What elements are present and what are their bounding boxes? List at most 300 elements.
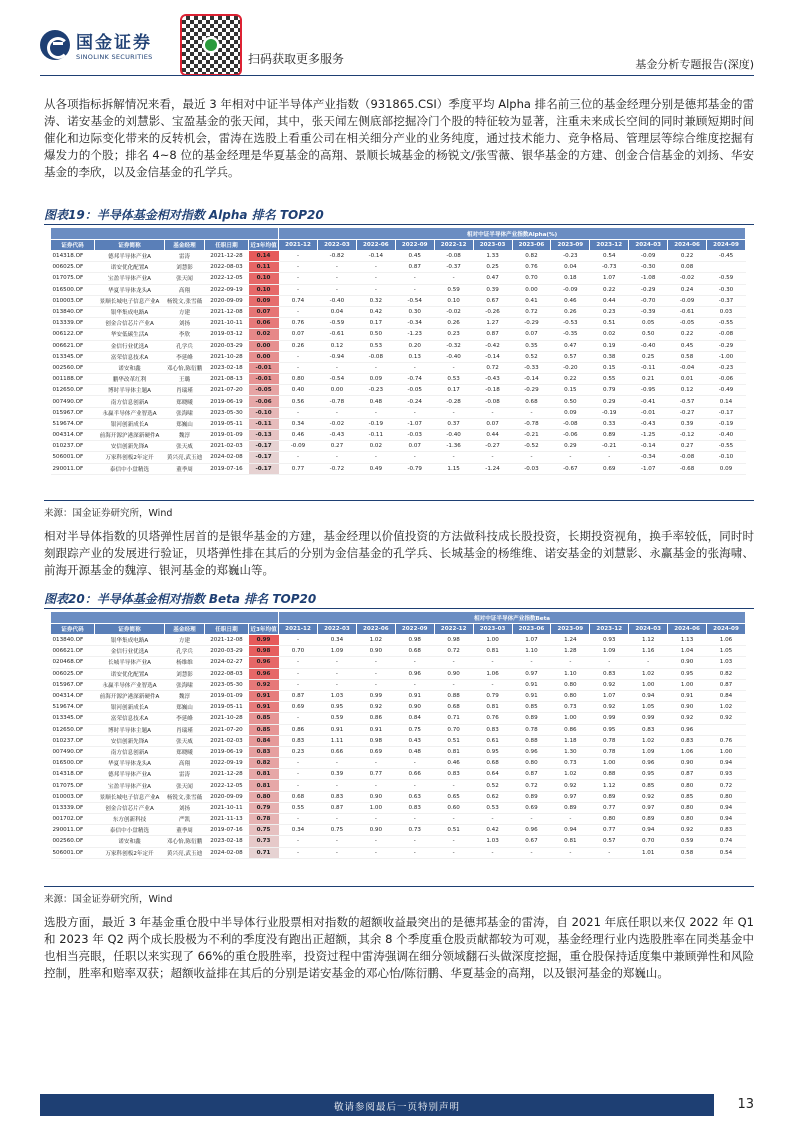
table-cell: -0.05 <box>249 385 279 396</box>
table-cell: 0.49 <box>356 463 395 474</box>
table-cell: - <box>317 836 356 847</box>
table-row <box>51 679 746 690</box>
table-cell: 0.12 <box>317 340 356 351</box>
table-cell: 张海啸 <box>165 407 205 418</box>
table-cell: 0.86 <box>279 724 318 735</box>
table-cell: - <box>395 679 434 690</box>
table-cell: 0.76 <box>512 262 551 273</box>
table-cell: 020468.OF <box>51 657 95 668</box>
table-cell: 0.99 <box>356 690 395 701</box>
table-cell: 银河创新成长A <box>95 702 165 713</box>
table-cell: 2019-01-09 <box>205 690 249 701</box>
table-cell: 0.93 <box>590 635 629 646</box>
table-cell: -0.29 <box>512 318 551 329</box>
table-cell: 1.05 <box>707 646 746 657</box>
table-cell: - <box>279 635 318 646</box>
qr-center-icon <box>205 39 217 51</box>
table-cell: - <box>473 847 512 858</box>
table-cell: -0.17 <box>249 452 279 463</box>
column-header: 2022-06 <box>356 240 395 251</box>
table-cell: 1.00 <box>356 802 395 813</box>
table-cell: 010237.OF <box>51 735 95 746</box>
table-cell: -0.79 <box>395 463 434 474</box>
figure-19-divider <box>44 224 754 225</box>
table-cell: 0.38 <box>590 351 629 362</box>
table-cell: 高翔 <box>165 284 205 295</box>
table-cell: - <box>317 758 356 769</box>
table-cell: 0.91 <box>512 690 551 701</box>
table-cell: -0.01 <box>629 407 668 418</box>
table-cell: 郑晓曦 <box>165 396 205 407</box>
table-cell: 0.50 <box>629 329 668 340</box>
table-cell: 1.02 <box>551 769 590 780</box>
table-cell: 张海啸 <box>165 679 205 690</box>
table-cell: 006122.OF <box>51 329 95 340</box>
table-cell: 0.03 <box>707 306 746 317</box>
table-cell: 506001.OF <box>51 452 95 463</box>
table-cell: 0.73 <box>249 836 279 847</box>
table-cell: 高翔 <box>165 758 205 769</box>
table-cell: 0.87 <box>317 802 356 813</box>
table-cell: 0.88 <box>512 735 551 746</box>
figure-20-title: 图表20：半导体基金相对指数 Beta 排名 TOP20 <box>44 592 317 606</box>
table-cell: 0.66 <box>395 769 434 780</box>
table-cell: - <box>395 780 434 791</box>
table-cell: - <box>317 273 356 284</box>
table-cell: 1.03 <box>473 836 512 847</box>
table-cell: 0.53 <box>434 374 473 385</box>
table-cell: -0.02 <box>668 273 707 284</box>
table-cell: -0.43 <box>629 418 668 429</box>
table-cell: 0.95 <box>629 769 668 780</box>
table-cell: -0.55 <box>707 441 746 452</box>
table-cell: 0.24 <box>668 284 707 295</box>
table-cell: 0.39 <box>668 418 707 429</box>
table-cell: 0.25 <box>473 262 512 273</box>
table-cell: 0.53 <box>356 340 395 351</box>
table-cell: 刘慧影 <box>165 262 205 273</box>
table-cell: -0.61 <box>317 329 356 340</box>
table-cell: - <box>590 452 629 463</box>
table-cell: 1.10 <box>512 646 551 657</box>
table-cell: - <box>279 758 318 769</box>
table-cell: 0.98 <box>356 735 395 746</box>
table-cell: - <box>551 847 590 858</box>
table-cell: 0.71 <box>249 847 279 858</box>
table-cell: 0.22 <box>590 284 629 295</box>
table-cell: 0.96 <box>512 746 551 757</box>
table-cell: 0.87 <box>512 769 551 780</box>
table-cell: 0.79 <box>473 690 512 701</box>
table-cell: 0.92 <box>629 791 668 802</box>
table-cell: 1.00 <box>590 758 629 769</box>
table-cell: 2020-03-29 <box>205 646 249 657</box>
table-cell: 1.00 <box>629 679 668 690</box>
table-cell: 0.70 <box>512 273 551 284</box>
table-cell: - <box>434 273 473 284</box>
table-cell: 景顺长城电子信息产业A <box>95 791 165 802</box>
table-cell: 肖瑞瑾 <box>165 385 205 396</box>
table-cell: 0.48 <box>356 396 395 407</box>
figure-19-bottom-divider <box>44 500 754 501</box>
table-cell: 519674.OF <box>51 702 95 713</box>
table-cell: - <box>551 657 590 668</box>
table-cell: 0.09 <box>707 463 746 474</box>
table-cell: 012650.OF <box>51 724 95 735</box>
table-cell: 0.82 <box>512 251 551 262</box>
table-cell: 0.80 <box>551 679 590 690</box>
table-cell: 0.18 <box>551 273 590 284</box>
table-cell: 014318.OF <box>51 251 95 262</box>
table-cell: -0.82 <box>317 251 356 262</box>
table-cell: -1.00 <box>707 351 746 362</box>
table-cell: -0.29 <box>512 385 551 396</box>
table-cell: 0.84 <box>395 713 434 724</box>
table-cell: 0.90 <box>668 702 707 713</box>
table-cell: 0.92 <box>590 702 629 713</box>
table-cell: -0.54 <box>317 374 356 385</box>
table-cell: 0.07 <box>512 329 551 340</box>
table-cell: - <box>395 407 434 418</box>
table-cell: -0.40 <box>434 430 473 441</box>
table-cell: 0.78 <box>590 746 629 757</box>
table-cell: 2021-10-11 <box>205 802 249 813</box>
table-cell: -0.17 <box>707 407 746 418</box>
table-cell: 0.29 <box>590 396 629 407</box>
table-cell: 2023-05-30 <box>205 407 249 418</box>
table-cell: 0.59 <box>668 836 707 847</box>
table-cell: 0.70 <box>434 724 473 735</box>
footer-bar <box>40 1094 754 1116</box>
table-cell: -0.10 <box>249 407 279 418</box>
table-cell: 0.77 <box>279 463 318 474</box>
table-cell: 0.02 <box>590 329 629 340</box>
table-cell: -1.36 <box>434 441 473 452</box>
table-cell: 1.24 <box>551 635 590 646</box>
table-cell: 0.86 <box>551 724 590 735</box>
table-cell: 雷涛 <box>165 769 205 780</box>
table-cell: 0.85 <box>512 702 551 713</box>
table-row <box>51 646 746 657</box>
table-cell: -0.08 <box>707 329 746 340</box>
table-cell: 016500.OF <box>51 284 95 295</box>
table-cell: 0.70 <box>279 646 318 657</box>
table-cell: - <box>279 668 318 679</box>
logo-mark-icon <box>40 30 70 60</box>
table-cell: 0.69 <box>356 746 395 757</box>
table-cell: -0.78 <box>512 418 551 429</box>
table-cell: 0.90 <box>434 668 473 679</box>
table-cell: 0.84 <box>249 735 279 746</box>
table-cell: 银华集成电路A <box>95 635 165 646</box>
table-cell: - <box>434 780 473 791</box>
table-cell: -0.40 <box>434 351 473 362</box>
table-cell: 0.26 <box>279 340 318 351</box>
table-cell: 刘慧影 <box>165 668 205 679</box>
table-row <box>51 735 746 746</box>
table-cell: - <box>356 362 395 373</box>
table-cell: 0.81 <box>473 646 512 657</box>
table-cell: 0.06 <box>249 318 279 329</box>
table-cell: 001188.OF <box>51 374 95 385</box>
table-cell: - <box>317 780 356 791</box>
table-cell: 东方创新科技 <box>95 814 165 825</box>
table-row <box>51 713 746 724</box>
table-cell: -0.19 <box>590 407 629 418</box>
table-cell: 004314.OF <box>51 690 95 701</box>
table-cell: 0.02 <box>356 441 395 452</box>
table-cell: 1.07 <box>512 635 551 646</box>
table-cell: -0.13 <box>249 430 279 441</box>
table-cell: -0.18 <box>473 385 512 396</box>
table-cell: -0.41 <box>629 396 668 407</box>
table-cell: 0.27 <box>317 441 356 452</box>
table-cell: 1.11 <box>317 735 356 746</box>
table-cell: 长城半导体产业A <box>95 657 165 668</box>
table-cell: 0.00 <box>249 340 279 351</box>
table-cell: -0.23 <box>551 251 590 262</box>
table-cell: 前海开源沪港深新硬件A <box>95 430 165 441</box>
table-cell: - <box>590 847 629 858</box>
table-cell: - <box>317 814 356 825</box>
column-header: 2023-06 <box>512 240 551 251</box>
table-cell: 0.94 <box>707 758 746 769</box>
table-cell: 诺安和鑫 <box>95 362 165 373</box>
table-cell: 0.00 <box>512 284 551 295</box>
table-row <box>51 452 746 463</box>
table-cell: -0.40 <box>317 295 356 306</box>
table-cell: 0.80 <box>668 814 707 825</box>
table-cell: 0.52 <box>473 780 512 791</box>
table-cell: -0.23 <box>356 385 395 396</box>
table-cell: 金信行业优选A <box>95 340 165 351</box>
table-cell: 016500.OF <box>51 758 95 769</box>
column-header: 2024-09 <box>707 240 746 251</box>
table-cell: -0.53 <box>551 318 590 329</box>
table-cell: -0.40 <box>629 340 668 351</box>
table-cell: 黄兴亮,武玉迪 <box>165 452 205 463</box>
table-cell: 张天闻 <box>165 273 205 284</box>
footer-disclaimer[interactable]: 敬请参阅最后一页特别声明 <box>333 1102 460 1113</box>
table-cell: -0.68 <box>668 463 707 474</box>
table-cell: 安信创新先锋A <box>95 735 165 746</box>
table-cell: -0.11 <box>356 430 395 441</box>
figure-20-source: 来源：国金证券研究所，Wind <box>44 894 173 905</box>
table-cell: 0.68 <box>395 646 434 657</box>
table-cell: 1.12 <box>590 780 629 791</box>
table-cell: 0.81 <box>551 836 590 847</box>
table-cell: 0.91 <box>668 690 707 701</box>
table-cell: 永赢半导体产业智选A <box>95 679 165 690</box>
table-cell: 0.50 <box>356 329 395 340</box>
table-cell: -0.29 <box>629 284 668 295</box>
table-cell: 0.73 <box>551 702 590 713</box>
table-cell: 0.80 <box>279 374 318 385</box>
table-cell: 0.76 <box>279 318 318 329</box>
table-cell: 0.96 <box>249 668 279 679</box>
table-cell: - <box>279 251 318 262</box>
table-cell: 0.55 <box>279 802 318 813</box>
table-cell: 0.72 <box>512 780 551 791</box>
table-cell: 1.00 <box>551 713 590 724</box>
table-cell: 2023-02-18 <box>205 362 249 373</box>
alpha-table <box>50 227 746 475</box>
table-cell: 0.97 <box>551 791 590 802</box>
table-cell: 1.06 <box>668 746 707 757</box>
table-cell: 0.83 <box>629 724 668 735</box>
table-cell: -0.39 <box>629 306 668 317</box>
table-cell: 0.91 <box>317 724 356 735</box>
table-cell: - <box>434 362 473 373</box>
table-cell: 006621.OF <box>51 646 95 657</box>
table-cell: 银河创新成长A <box>95 418 165 429</box>
table-cell: 0.22 <box>668 251 707 262</box>
table-cell: 张天威 <box>165 441 205 452</box>
table-cell: 华夏半导体龙头A <box>95 758 165 769</box>
table-cell: 0.91 <box>512 679 551 690</box>
table-cell: 富荣信息技术A <box>95 351 165 362</box>
header-divider <box>40 75 754 76</box>
table-cell: -0.14 <box>629 441 668 452</box>
column-header: 2023-12 <box>590 240 629 251</box>
table-cell: 0.27 <box>668 441 707 452</box>
column-header: 2023-12 <box>590 624 629 635</box>
table-cell: 雷涛 <box>165 251 205 262</box>
table-cell: - <box>473 814 512 825</box>
table-cell: 0.85 <box>249 713 279 724</box>
table-cell: -0.26 <box>473 306 512 317</box>
table-cell: 0.73 <box>551 758 590 769</box>
table-cell: 0.99 <box>249 635 279 646</box>
table-cell: - <box>279 847 318 858</box>
table-cell: - <box>512 407 551 418</box>
table-cell: -1.24 <box>473 463 512 474</box>
table-cell: 0.07 <box>279 329 318 340</box>
table-cell: 0.92 <box>551 780 590 791</box>
table-cell: - <box>512 814 551 825</box>
table-cell: 肖瑞瑾 <box>165 724 205 735</box>
table-cell: -0.43 <box>473 374 512 385</box>
table-cell: 2019-07-16 <box>205 463 249 474</box>
column-header: 任职日期 <box>205 624 249 635</box>
table-row <box>51 340 746 351</box>
table-cell: -1.07 <box>629 463 668 474</box>
table-cell: - <box>317 657 356 668</box>
table-cell: 2021-12-28 <box>205 251 249 262</box>
table-cell: 1.06 <box>473 668 512 679</box>
table-cell: 0.26 <box>434 318 473 329</box>
table-cell: -0.67 <box>551 463 590 474</box>
table-cell: 0.57 <box>551 351 590 362</box>
table-row <box>51 769 746 780</box>
table-row <box>51 825 746 836</box>
table-cell: 0.92 <box>590 679 629 690</box>
column-header: 2024-06 <box>668 624 707 635</box>
table-row <box>51 635 746 646</box>
table-cell: 0.63 <box>395 791 434 802</box>
column-header: 2022-12 <box>434 240 473 251</box>
column-header: 证券简称 <box>95 624 165 635</box>
table-cell: - <box>395 814 434 825</box>
table-cell: 0.59 <box>434 284 473 295</box>
table-cell: 0.09 <box>551 407 590 418</box>
table-cell: 宝盈半导体产业A <box>95 273 165 284</box>
table-cell: 1.28 <box>551 646 590 657</box>
paragraph-alpha-intro: 从各项指标拆解情况来看，最近 3 年相对中证半导体产业指数（931865.CSI）季度平均 Alpha 排名前三位的基金经理分别是德邦基金的雷涛、诺安基金的刘慧影、宝盈基金的张天闻，其中，张天闻左侧底部挖掘冷门个股的特征较为显著，注重未来成长空间的同时兼顾短期时间催化和边际变化带来的反转机会，雷涛在选股上看重公司在相关细分产业的业务纯度，通过技术能力、竞争格局、管理层等综合维度挖掘有爆发力的个股；排名 4~8 位的基金经理是华夏基金的高翔、景顺长城基金的杨锐文/张雪薇、银华基金的方建、创金合信基金的刘扬、华安基金的李欣，以及金信基金的孔学兵。 <box>44 97 754 179</box>
table-cell: -0.40 <box>707 430 746 441</box>
table-cell: 0.44 <box>590 295 629 306</box>
table-cell: 0.08 <box>668 262 707 273</box>
table-cell: 0.90 <box>395 702 434 713</box>
table-cell: 0.83 <box>707 825 746 836</box>
table-cell: -0.20 <box>551 362 590 373</box>
table-cell: - <box>356 284 395 295</box>
table-cell: 0.94 <box>551 825 590 836</box>
table-cell: - <box>279 769 318 780</box>
table-cell: 0.80 <box>668 780 707 791</box>
table-cell: 0.45 <box>395 251 434 262</box>
table-cell: -0.05 <box>395 385 434 396</box>
table-cell: - <box>473 407 512 418</box>
table-cell: - <box>279 452 318 463</box>
table-cell: - <box>395 273 434 284</box>
table-cell: 0.46 <box>279 430 318 441</box>
table-cell: 2021-10-28 <box>205 351 249 362</box>
table-cell: 0.87 <box>395 262 434 273</box>
table-cell: 华夏半导体龙头A <box>95 284 165 295</box>
table-cell: -0.23 <box>707 362 746 373</box>
table-cell: 金信行业优选A <box>95 646 165 657</box>
table-cell: 0.87 <box>473 329 512 340</box>
table-cell: 0.83 <box>434 769 473 780</box>
table-cell: 0.58 <box>668 351 707 362</box>
table-cell: 0.80 <box>249 791 279 802</box>
table-cell: 1.06 <box>707 635 746 646</box>
table-cell: 0.67 <box>473 295 512 306</box>
table-cell: 2021-08-13 <box>205 374 249 385</box>
table-cell: - <box>590 657 629 668</box>
table-cell: 1.03 <box>707 657 746 668</box>
table-cell: 0.96 <box>512 825 551 836</box>
table-cell: 2021-12-08 <box>205 635 249 646</box>
table-cell: 012650.OF <box>51 385 95 396</box>
table-cell: 0.00 <box>317 385 356 396</box>
table-cell: 2019-06-19 <box>205 396 249 407</box>
table-cell: 0.23 <box>434 329 473 340</box>
table-cell: 0.09 <box>356 374 395 385</box>
table-cell: 004314.OF <box>51 430 95 441</box>
table-row <box>51 273 746 284</box>
table-cell: 2021-02-03 <box>205 735 249 746</box>
table-cell: 0.83 <box>395 802 434 813</box>
table-cell: - <box>279 780 318 791</box>
table-cell: - <box>317 847 356 858</box>
table-cell: 2019-01-09 <box>205 430 249 441</box>
table-row <box>51 396 746 407</box>
table-cell: -0.19 <box>707 418 746 429</box>
table-cell: 017075.OF <box>51 273 95 284</box>
table-cell: 0.05 <box>629 318 668 329</box>
table-cell: -0.37 <box>434 262 473 273</box>
table-cell: 0.57 <box>590 836 629 847</box>
table-cell: 0.07 <box>395 441 434 452</box>
table-cell: 0.90 <box>668 758 707 769</box>
table-row <box>51 385 746 396</box>
table-cell: 1.09 <box>590 646 629 657</box>
table-cell: 0.82 <box>249 758 279 769</box>
table-cell: - <box>317 262 356 273</box>
table-cell: 0.92 <box>356 702 395 713</box>
